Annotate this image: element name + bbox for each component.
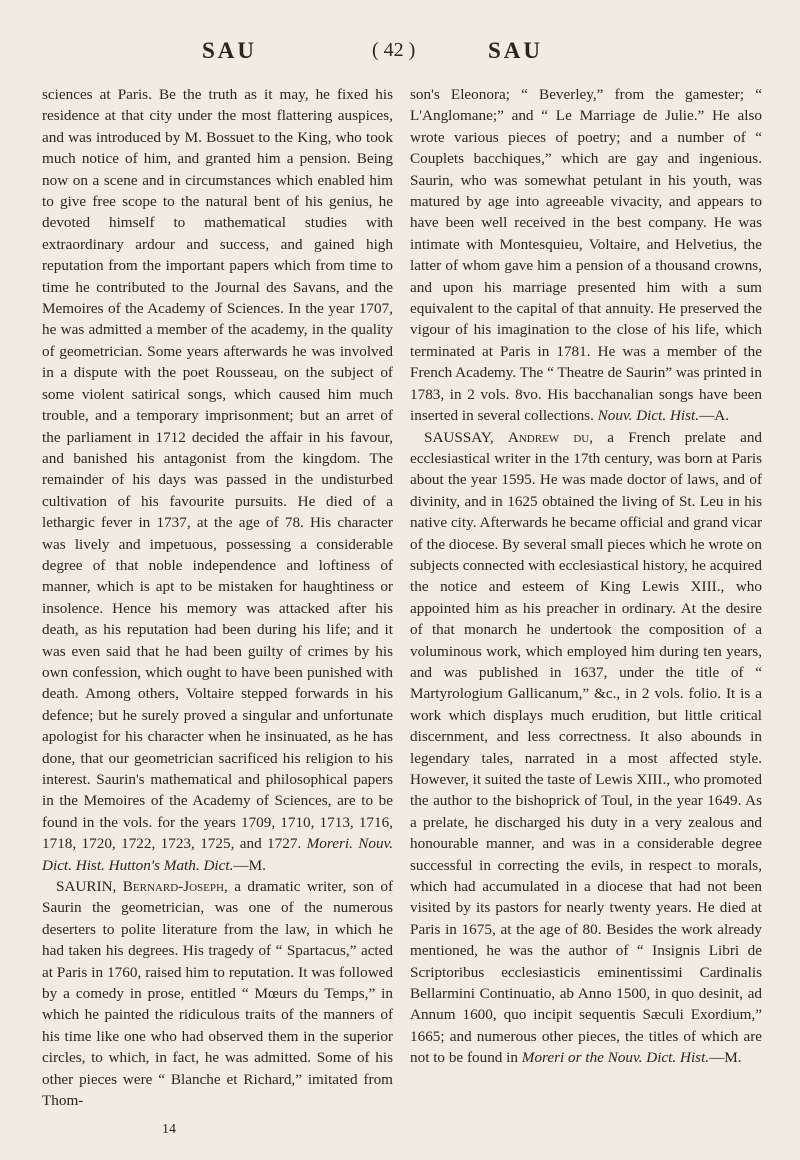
entry-forename: Andrew du, xyxy=(507,428,594,446)
entry-saurin-bernard-joseph xyxy=(42,876,393,1111)
references: Nouv. Dict. Hist. xyxy=(597,407,700,425)
left-column xyxy=(42,84,393,1112)
paragraph-text: a dramatic writer, son of Saurin the geometrician, was one of the numerous deserters to polite literature from the law, in which he had taken his degrees. His tragedy of “ Spartacus,” acted at Paris in 1760, raised him to reputation. It was followed by a comedy in prose, entitled “ Mœurs du Temps,” in which he painted the ridiculous traits of the manners of his time like one who had observed them in the superior circles, to which, in fact, he was admitted. Some of his other pieces were “ Blanche et Richard,” imitated from Thom- xyxy=(42,878,393,1110)
running-header xyxy=(0,38,800,68)
running-head-right: SAU xyxy=(488,38,544,63)
author-signature: —M. xyxy=(233,856,266,874)
entry-headword: SAURIN, xyxy=(56,878,117,896)
author-signature: —M. xyxy=(709,1049,742,1067)
page-number: ( 42 ) xyxy=(372,39,416,61)
entry-saurin-bernard-joseph-continued xyxy=(410,84,762,427)
entry-headword: SAUSSAY, xyxy=(424,428,494,446)
right-column xyxy=(410,84,762,1069)
references: Moreri. Nouv. Dict. Hist. Hutton's Math. Dict. xyxy=(42,835,393,874)
printer-signature-mark: 14 xyxy=(162,1122,176,1137)
author-signature: —A. xyxy=(699,407,730,425)
references: Moreri or the Nouv. Dict. Hist. xyxy=(521,1049,710,1067)
entry-forename: Bernard-Joseph, xyxy=(122,878,228,896)
entry-saussay-andrew xyxy=(410,427,762,1069)
paragraph-text: sciences at Paris. Be the truth as it may, he fixed his residence at that city under the most flattering auspices, and was introduced by M. Bossuet to the King, who took much notice of him, and granted him a pension. Being now on a scene and in circumstances which enabled him to give free scope to the natural bent of his genius, he devoted himself to mathematical studies with extraordinary ardour and success, and gained high reputation from the important papers which from time to time he contributed to the Journal des Savans, and the Memoires of the Academy of Sciences. In the year 1707, he was admitted a member of the academy, in the quality of geometrician. Some years afterwards he was involved in a dispute with the poet Rousseau, on the subject of some violent satirical songs, which caused him much trouble, and a temporary imprisonment; but an arret of the parliament in 1712 decided the affair in his favour, and banished his antagonist from the kingdom. The remainder of his days was passed in the undisturbed cultivation of his favourite pursuits. He died of a lethargic fever in 1737, at the age of 78. His character was lively and impetuous, possessing a considerable degree of that noble independence and loftiness of manner, which is apt to be mistaken for haughtiness or insolence. Hence his memory was attacked after his death, as his reputation had been during his life; and it was even said that he had been guilty of crimes by his own confession, which ought to have been punished with death. Among others, Voltaire stepped forwards in his defence; but he surely proved a singular and unfortunate apologist for his character when he insinuated, as he has done, that our geometrician sacrificed his religion to his interest. Saurin's mathematical and philosophical papers in the Memoires of the Academy of Sciences, are to be found in the vols. for the years 1709, 1710, 1713, 1716, 1718, 1720, 1722, 1723, 1725, and 1727. xyxy=(42,86,393,853)
paragraph-text: son's Eleonora; “ Beverley,” from the gamester; “ L'Anglomane;” and “ Le Marriage de Julie.” He also wrote various pieces of poetry; and a number of “ Couplets bacchiques,” which are gay and ingenious. Saurin, who was somewhat petulant in his youth, was matured by age into agreeable vivacity, and appears to have been well received in the best company. He was intimate with Montesquieu, Voltaire, and Helvetius, the latter of whom gave him a pension of a thousand crowns, and upon his marriage presented him with a sum equivalent to the capital of that annuity. He preserved the vigour of his imagination to the close of his life, which terminated at Paris in 1781. He was a member of the French Academy. The “ Theatre de Saurin” was printed in 1783, in 2 vols. 8vo. His bacchanalian songs have been inserted in several collections. xyxy=(410,86,762,425)
entry-saurin-joseph-continued xyxy=(42,84,393,876)
running-head-left: SAU xyxy=(202,38,258,63)
paragraph-text: a French prelate and ecclesiastical writer in the 17th century, was born at Paris about the year 1595. He was made doctor of laws, and of divinity, and in 1625 obtained the living of St. Leu in his native city. Afterwards he became official and grand vicar of the diocese. By several small pieces which he wrote on subjects connected with ecclesiastical history, he acquired the notice and esteem of King Lewis XIII., who appointed him as his preacher in ordinary. At the desire of that monarch he undertook the composition of a voluminous work, which employed him during ten years, and was published in 1637, under the title of “ Martyrologium Gallicanum,” &c., in 2 vols. folio. It is a work which displays much erudition, but little critical discernment, and less correctness. It also abounds in legendary tales, narrated in a most affected style. However, it suited the taste of Lewis XIII., who promoted the author to the bishoprick of Toul, in the year 1649. As a prelate, he discharged his duty in a very zealous and honourable manner, and was in a considerable degree successful in correcting the evils, in respect to morals, which had accumulated in a diocese that had not been visited by its pastors for nearly twenty years. He died at Paris in 1675, at the age of 80. Besides the work already mentioned, he was the author of “ Insignis Libri de Scriptoribus ecclesiasticis eminentissimi Cardinalis Bellarmini Continuatio, ab Anno 1500, in quo desinit, ad Annum 1600, quo incipit sequentis Sæculi Exordium,” 1665; and numerous other pieces, the titles of which are not to be found in xyxy=(410,428,763,1067)
